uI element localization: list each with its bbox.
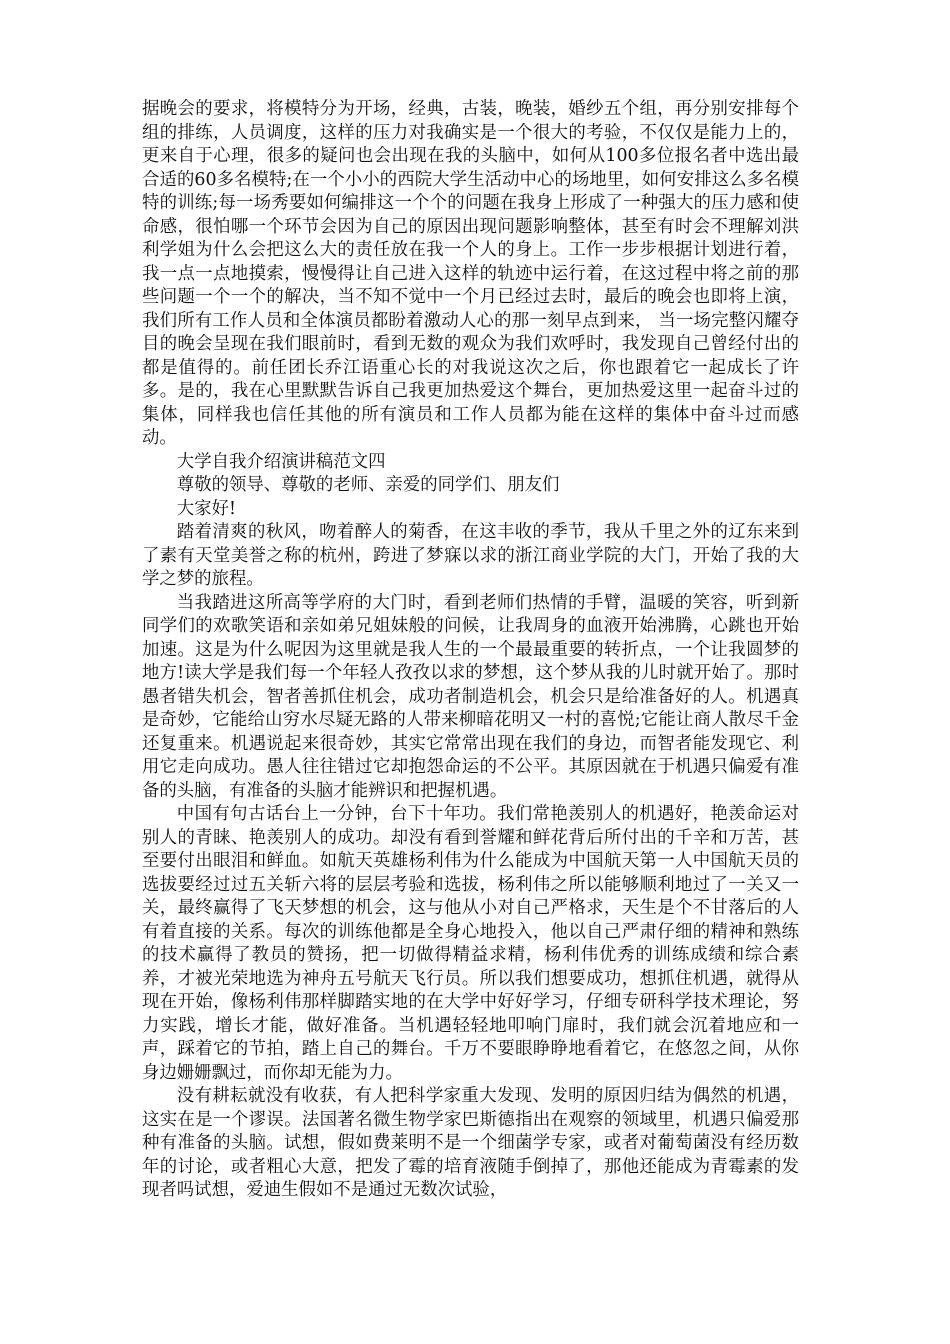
document-page <box>142 98 799 1203</box>
paragraph-model-rehearsal: 据晚会的要求，将模特分为开场，经典，古装，晚装，婚纱五个组，再分别安排每个组的排练，人员调度，这样的压力对我确实是一个很大的考验，不仅仅是能力上的，更来自于心理，很多的疑问也会出现在我的头脑中，如何从100多位报名者中选出最合适的60多名模特;在一个小小的西院大学生活动中心的场地里，如何安排这么多名模特的训练;每一场秀要如何编排这一个个的问题在我身上形成了一种强大的压力感和使命感，很怕哪一个环节会因为自己的原因出现问题影响整体，甚至有时会不理解刘洪利学姐为什么会把这么大的责任放在我一个人的身上。工作一步步根据计划进行着，我一点一点地摸索，慢慢得让自己进入这样的轨迹中运行着，在这过程中将之前的那些问题一个一个的解决，当不知不觉中一个月已经过去时，最后的晚会也即将上演，我们所有工作人员和全体演员都盼着激动人心的那一刻早点到来， 当一场完整闪耀夺目的晚会呈现在我们眼前时，看到无数的观众为我们欢呼时，我发现自己曾经付出的都是值得的。前任团长乔江语重心长的对我说这次之后，你也跟着它一起成长了许多。是的，我在心里默默告诉自己我更加热爱这个舞台，更加热爱这里一起奋斗过的集体，同样我也信任其他的所有演员和工作人员都为能在这样的集体中奋斗过而感动。 <box>142 99 799 448</box>
paragraph-yang-liwei: 中国有句古话台上一分钟，台下十年功。我们常艳羡别人的机遇好，艳羡命运对别人的青睐、艳羡别人的成功。却没有看到誉耀和鲜花背后所付出的千辛和万苦，甚至要付出眼泪和鲜血。如航天英雄杨利伟为什么能成为中国航天第一人中国航天员的选拔要经过过五关斩六将的层层考验和选拔，杨利伟之所以能够顺利地过了一关又一关，最终赢得了飞天梦想的机会，这与他从小对自己严格求，天生是个不甘落后的人有着直接的关系。每次的训练他都是全身心地投入，他以自己严肃仔细的精神和熟练的技术赢得了教员的赞扬，把一切做得精益求精，杨利伟优秀的训练成绩和综合素养，才被光荣地选为神舟五号航天飞行员。所以我们想要成功，想抓住机遇，就得从现在开始，像杨利伟那样脚踏实地的在大学中好好学习，仔细专研科学技术理论，努力实践，增长才能，做好准备。当机遇轻轻地叩响门扉时，我们就会沉着地应和一声，踩着它的节拍，踏上自己的舞台。千万不要眼睁睁地看着它，在悠忽之间，从你身边姗姗飘过，而你却无能为力。 <box>142 804 799 1083</box>
speech-salutation: 尊敬的领导、尊敬的老师、亲爱的同学们、朋友们 <box>176 475 560 495</box>
paragraph-arrival: 踏着清爽的秋风，吻着醉人的菊香，在这丰收的季节，我从千里之外的辽东来到了素有天堂美誉之称的杭州，跨进了梦寐以求的浙江商业学院的大门，开始了我的大学之梦的旅程。 <box>142 522 799 589</box>
paragraph-opportunity: 当我踏进这所高等学府的大门时，看到老师们热情的手臂，温暖的笑容，听到新同学们的欢歌笑语和亲如弟兄姐妹般的问候，让我周身的血液开始沸腾，心跳也开始加速。这是为什么呢因为这里就是我人生的一个最最重要的转折点，一个让我圆梦的地方!读大学是我们每一个年轻人孜孜以求的梦想，这个梦从我的儿时就开始了。那时愚者错失机会，智者善抓住机会，成功者制造机会，机会只是给准备好的人。机遇真是奇妙，它能给山穷水尽疑无路的人带来柳暗花明又一村的喜悦;它能让商人散尽千金还复重来。机遇说起来很奇妙，其实它常常出现在我们的身边，而智者能发现它、利用它走向成功。愚人往往错过它却抱怨命运的不公平。其原因就在于机遇只偏爱有准备的头脑，有准备的头脑才能辨识和把握机遇。 <box>142 592 799 801</box>
speech-greeting: 大家好! <box>176 498 236 519</box>
speech-title: 大学自我介绍演讲稿范文四 <box>176 451 386 472</box>
paragraph-pasteur: 没有耕耘就没有收获，有人把科学家重大发现、发明的原因归结为偶然的机遇，这实在是一个谬误。法国著名微生物学家巴斯德指出在观察的领域里，机遇只偏爱那种有准备的头脑。试想，假如费莱明不是一个细菌学专家，或者对葡萄菌没有经历数年的讨论，或者粗心大意，把发了霉的培育液随手倒掉了，那他还能成为青霉素的发现者吗试想，爱迪生假如不是通过无数次试验， <box>142 1086 799 1200</box>
